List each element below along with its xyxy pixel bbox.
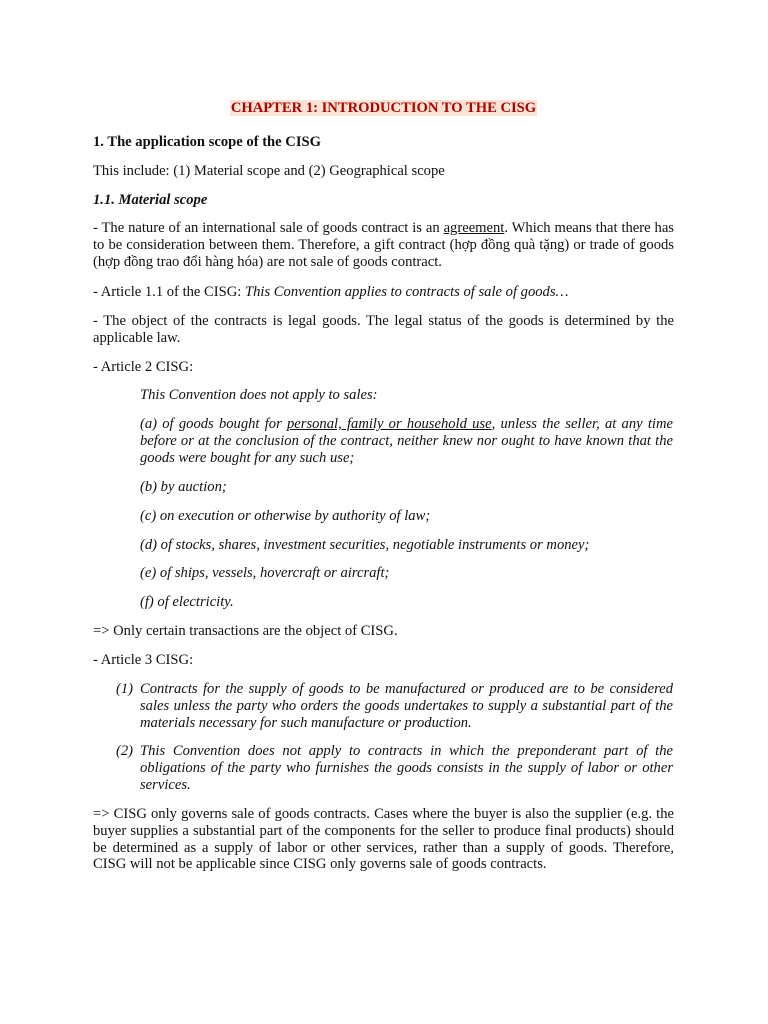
article-3-label: - Article 3 CISG: <box>93 652 194 668</box>
article-2-label: - Article 2 CISG: <box>93 359 194 375</box>
article-2-intro: This Convention does not apply to sales: <box>140 387 378 403</box>
section-heading: 1. The application scope of the CISG <box>93 134 321 150</box>
intro-paragraph: This include: (1) Material scope and (2) Geographical scope <box>93 163 445 179</box>
conclusion-2: => CISG only governs sale of goods contracts. Cases where the buyer is also the supplier (e.g. the buyer supplies a substantial part of the components for the seller to produce final products) should be determined as a supply of labor or other services, rather than a supply of goods. Therefore, CISG will not be applicable since CISG only governs sale of goods contracts. <box>93 806 674 873</box>
paragraph-article-1: - Article 1.1 of the CISG: This Convention applies to contracts of sale of goods… <box>93 284 569 300</box>
conclusion-1: => Only certain transactions are the object of CISG. <box>93 623 398 639</box>
paragraph-nature: - The nature of an international sale of goods contract is an agreement. Which means that there has to be consideration between them. Therefore, a gift contract (hợp đồng quà tặng) or trade of goods (hợp đồng trao đổi hàng hóa) are not sale of goods contract. <box>93 220 674 270</box>
article-2-item-c: (c) on execution or otherwise by authority of law; <box>140 508 431 524</box>
article-3-number-1: (1) <box>116 681 134 697</box>
subsection-heading: 1.1. Material scope <box>93 192 208 208</box>
article-2-item-a: (a) of goods bought for personal, family or household use, unless the seller, at any time before or at the conclusion of the contract, neither knew nor ought to have known that the goods were bought for any such use; <box>140 416 673 466</box>
article-3-item-2: This Convention does not apply to contracts in which the preponderant part of the obligations of the party who furnishes the goods consists in the supply of labor or other services. <box>140 743 673 793</box>
article-2-item-b: (b) by auction; <box>140 479 227 495</box>
article-3-item-1: Contracts for the supply of goods to be manufactured or produced are to be considered sales unless the party who orders the goods undertakes to supply a substantial part of the materials necessary for such manufacture or production. <box>140 681 673 731</box>
chapter-title: CHAPTER 1: INTRODUCTION TO THE CISG <box>230 100 537 116</box>
article-2-item-d: (d) of stocks, shares, investment securities, negotiable instruments or money; <box>140 537 590 553</box>
article-2-item-e: (e) of ships, vessels, hovercraft or aircraft; <box>140 565 390 581</box>
agreement-link: agreement <box>443 220 505 236</box>
article-2-item-f: (f) of electricity. <box>140 594 234 610</box>
article-3-number-2: (2) <box>116 743 134 759</box>
paragraph-object: - The object of the contracts is legal goods. The legal status of the goods is determined by the applicable law. <box>93 313 674 346</box>
